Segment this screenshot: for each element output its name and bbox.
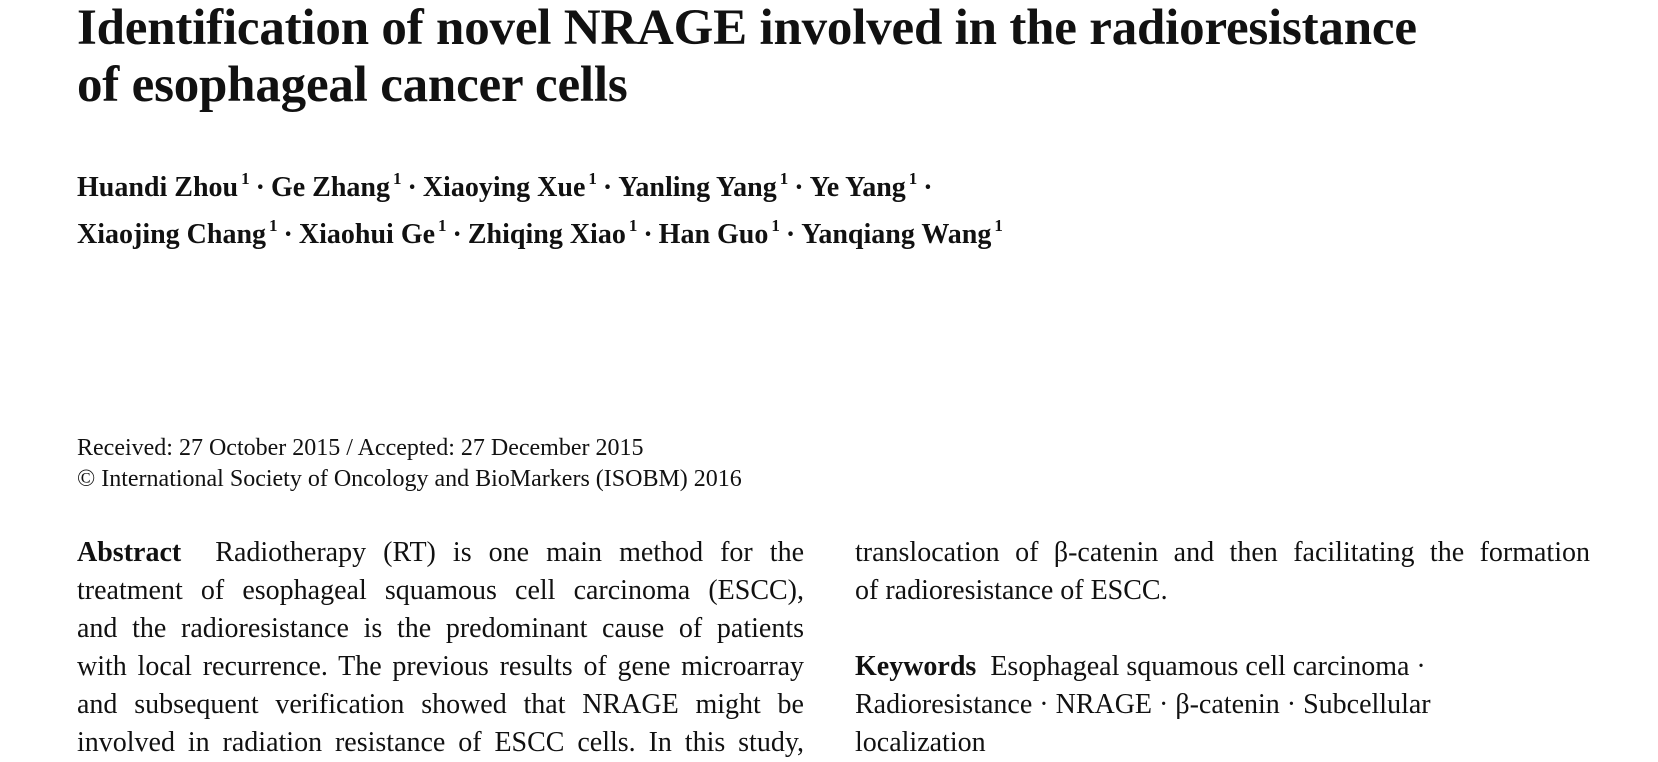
keywords-line: Keywords Esophageal squamous cell carcinoma · [855, 651, 1426, 682]
author: Yanqiang Wang $^1$ [801, 216, 1003, 250]
abstract-line: Abstract Radiotherapy (RT) is one main method for the [77, 537, 804, 568]
keywords-label: Keywords [855, 651, 977, 682]
author: Han Guo $^1$ [658, 216, 780, 250]
author-list [77, 160, 1003, 254]
author: Zhiqing Xiao $^1$ [467, 216, 638, 250]
title-line-1: Identification of novel NRAGE involved in the radioresistance [77, 0, 1417, 56]
author: Yanling Yang $^1$ [618, 169, 789, 203]
author-separator: · [602, 172, 613, 203]
author: Ye Yang $^1$ [809, 169, 918, 203]
abstract-line: and subsequent verification showed that NRAGE might be [77, 689, 804, 720]
keywords-line: Radioresistance · NRAGE · β-catenin · Subcellular [855, 689, 1431, 720]
author-separator: · [407, 172, 417, 203]
author-separator: · [452, 219, 462, 250]
abstract-line: and the radioresistance is the predominant cause of patients [77, 613, 804, 644]
author: Xiaoying Xue $^1$ [422, 169, 597, 203]
author: Huandi Zhou $^1$ [77, 169, 250, 203]
author: Xiaojing Chang $^1$ [77, 216, 278, 250]
keywords-line: localization [855, 727, 986, 758]
author-separator: · [794, 172, 804, 203]
author: Xiaohui Ge $^1$ [298, 216, 447, 250]
author-separator: · [785, 219, 796, 250]
author: Ge Zhang $^1$ [270, 169, 402, 203]
title-line-2: of esophageal cancer cells [77, 57, 628, 113]
abstract-line: treatment of esophageal squamous cell carcinoma (ESCC), [77, 575, 804, 606]
received-accepted-line: Received: 27 October 2015 / Accepted: 27 December 2015 [77, 435, 644, 461]
author-separator: · [255, 172, 265, 203]
author-separator: · [923, 172, 933, 203]
right-column [855, 534, 1590, 762]
abstract-continuation-line: of radioresistance of ESCC. [855, 575, 1168, 606]
author-separator: · [643, 219, 653, 250]
copyright-line: © International Society of Oncology and BioMarkers (ISOBM) 2016 [77, 466, 742, 492]
author-line-1 [77, 160, 1003, 207]
abstract-continuation-line: translocation of β-catenin and then facilitating the formation [855, 537, 1590, 568]
abstract-label: Abstract [77, 537, 182, 568]
author-separator: · [283, 219, 293, 250]
author-line-2 [77, 207, 1003, 254]
abstract-line: with local recurrence. The previous results of gene microarray [77, 651, 804, 682]
abstract-line: involved in radiation resistance of ESCC cells. In this study, [77, 727, 804, 758]
publication-dates [77, 433, 742, 495]
abstract-column [77, 534, 804, 762]
paper-title [77, 0, 1597, 114]
